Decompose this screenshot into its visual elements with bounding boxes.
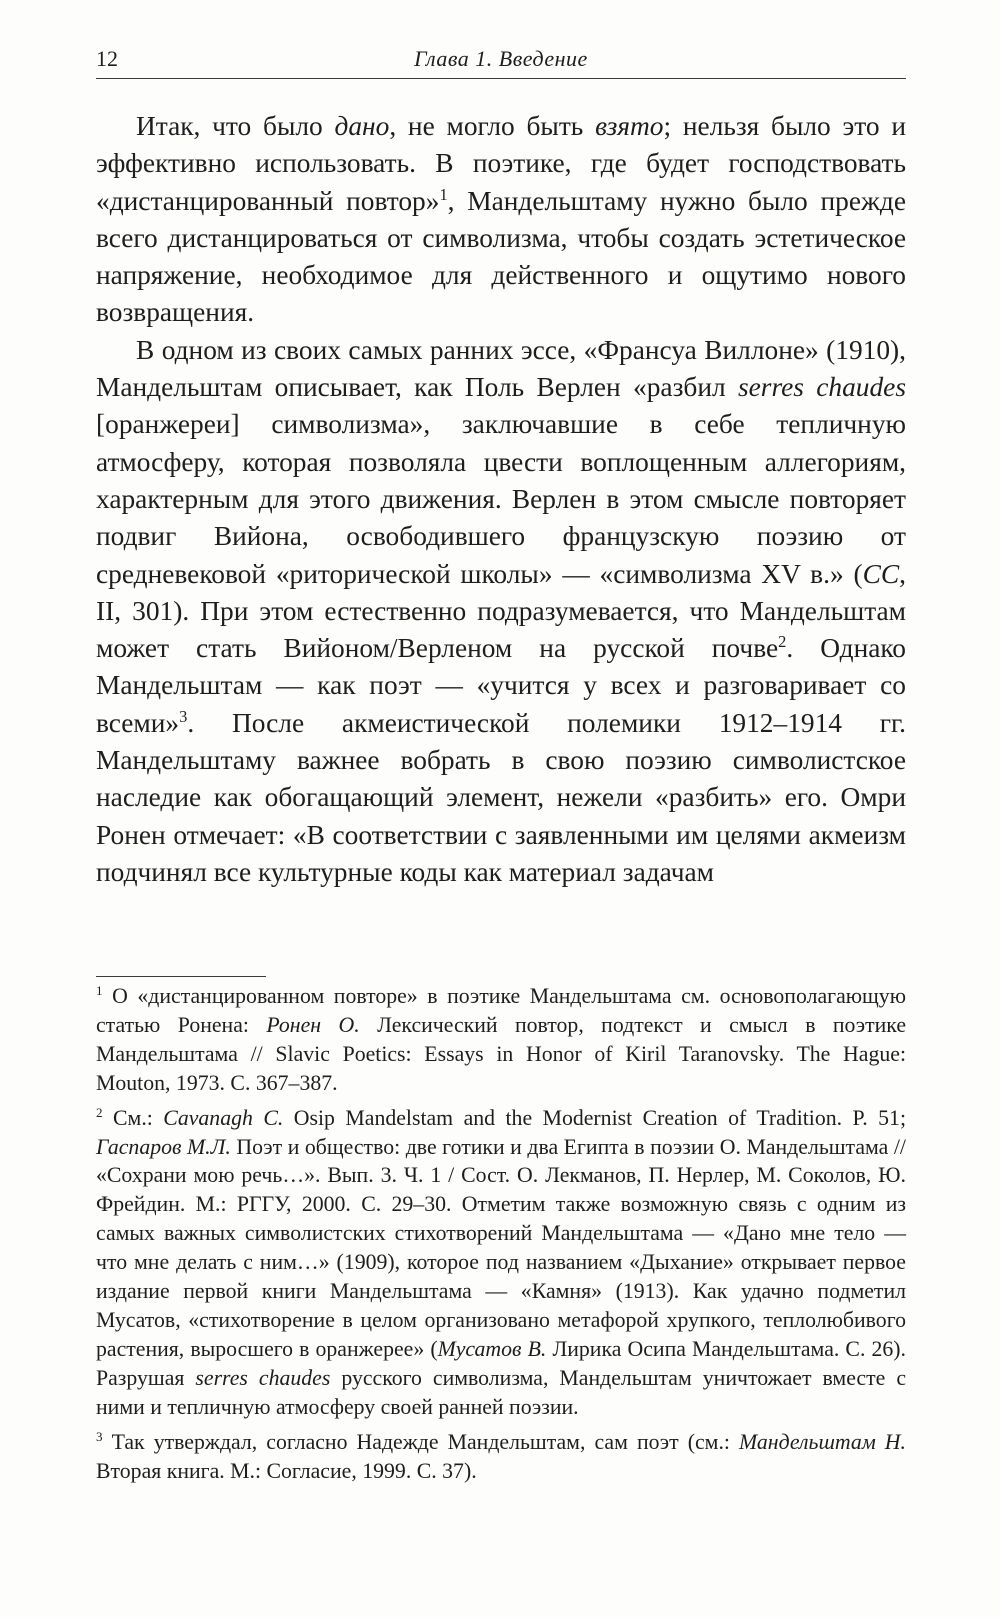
text-run: Лирика Осипа Мандельштама. С. 26). Разрушая — [96, 1336, 906, 1390]
text-run: Поэт и общество: две готики и два Египта в поэзии О. Мандельштама // «Сохрани мою речь…». Вып. 3. Ч. 1 / Сост. О. Лекманов, П. Нерлер, М. Соколов, Ю. Фрейдин. М.: РГГУ, 2000. С. 29–30. Отметим также возможную связь с одним из самых важных символистских стихотворений Мандельштама — «Дано мне тело — что мне делать с ним…» (1909), которое под названием «Дыхание» открывает первое издание первой книги Мандельштама — «Камня» (1913). Как удачно подметил Мусатов, «стихотворение в целом организовано метафорой хрупкого, теплолюбивого растения, выросшего в оранжерее» ( — [96, 1134, 906, 1361]
text-run: Osip Mandelstam and the Modernist Creation of Tradition. P. 51; — [283, 1105, 906, 1130]
footnote-number: 2 — [96, 1104, 103, 1120]
footnote-number: 3 — [96, 1428, 103, 1444]
italic-run: взято — [595, 111, 664, 141]
chapter-title: Глава 1. Введение — [414, 46, 588, 71]
footnote-1 — [96, 982, 906, 1098]
text-run: русского символизма, Мандельштам уничтожает вместе с ними и тепличную атмосферу своей ранней поэзии. — [96, 1365, 906, 1419]
text-run: , II, 301). При этом естественно подразумевается, что Мандельштам может стать Вийоном/Верленом на русской почве — [96, 558, 906, 664]
text-run: Вторая книга. М.: Согласие, 1999. С. 37). — [96, 1458, 477, 1483]
text-run: ; нельзя было это и эффективно использовать. В поэтике, где будет господствовать «дистанцированный повтор» — [96, 111, 906, 216]
main-text — [96, 108, 906, 891]
footnote-number: 1 — [96, 983, 103, 999]
italic-run: Мандельштам Н. — [739, 1429, 906, 1454]
italic-run: serres chaudes — [737, 372, 906, 403]
text-run: Итак, что было — [136, 111, 335, 141]
running-head — [96, 46, 906, 79]
italic-run: дано — [334, 111, 390, 141]
italic-run: Мусатов В. — [437, 1336, 547, 1361]
footnote-ref-2[interactable]: 2 — [778, 632, 787, 652]
text-run: См.: — [102, 1105, 164, 1130]
text-run: В одном из своих самых ранних эссе, «Франсуа Виллоне» (1910), Мандельштам описывает, как Поль Верлен «разбил — [96, 334, 906, 403]
text-run: . После акмеистической полемики 1912–1914 гг. Мандельштаму важнее вобрать в свою поэзию символистское наследие как обогащающий элемент, нежели «разбить» его. Омри Ронен отмечает: «В соответствии с заявленными им целями акмеизм подчинял все культурные коды как материал задачам — [96, 707, 906, 887]
text-run: [оранжереи] символизма», заключавшие в себе тепличную атмосферу, которая позволяла цвести воплощенным аллегориям, характерным для этого движения. Верлен в этом смысле повторяет подвиг Вийона, освободившего французскую поэзию от средневековой «риторической школы» — «символизма XV в.» ( — [96, 409, 906, 589]
italic-run: Cavanagh C. — [163, 1105, 284, 1130]
italic-run: СС — [862, 558, 900, 589]
footnote-separator — [96, 976, 266, 977]
footnote-2 — [96, 1104, 906, 1422]
paragraph-2 — [96, 332, 906, 891]
italic-run: Гаспаров М.Л. — [96, 1134, 231, 1159]
text-run: , Мандельштаму нужно было прежде всего дистанцироваться от символизма, чтобы создать эстетическое напряжение, необходимое для действенного и ощутимо нового возвращения. — [96, 185, 907, 328]
text-run: , не могло быть — [389, 111, 596, 141]
italic-run: Ронен О. — [266, 1012, 360, 1037]
text-run: О «дистанцированном повторе» в поэтике Мандельштама см. основополагающую статью Ронена: — [96, 984, 906, 1037]
footnote-ref-3[interactable]: 3 — [179, 706, 188, 726]
footnote-ref-1[interactable]: 1 — [439, 184, 448, 204]
footnotes — [96, 982, 906, 1491]
paragraph-1 — [96, 108, 906, 332]
italic-run: serres chaudes — [195, 1365, 331, 1390]
footnote-3 — [96, 1428, 906, 1486]
text-run: Так утверждал, согласно Надежде Мандельштам, сам поэт (см.: — [102, 1429, 740, 1454]
text-run: Лексический повтор, подтекст и смысл в поэтике Мандельштама // Slavic Poetics: Essays in Honor of Kiril Taranovsky. The Hague: Mouton, 1973. С. 367–387. — [96, 1012, 906, 1095]
page-number: 12 — [96, 46, 118, 71]
text-run: . Однако Мандельштам — как поэт — «учится у всех и разговаривает со всеми» — [96, 633, 906, 738]
